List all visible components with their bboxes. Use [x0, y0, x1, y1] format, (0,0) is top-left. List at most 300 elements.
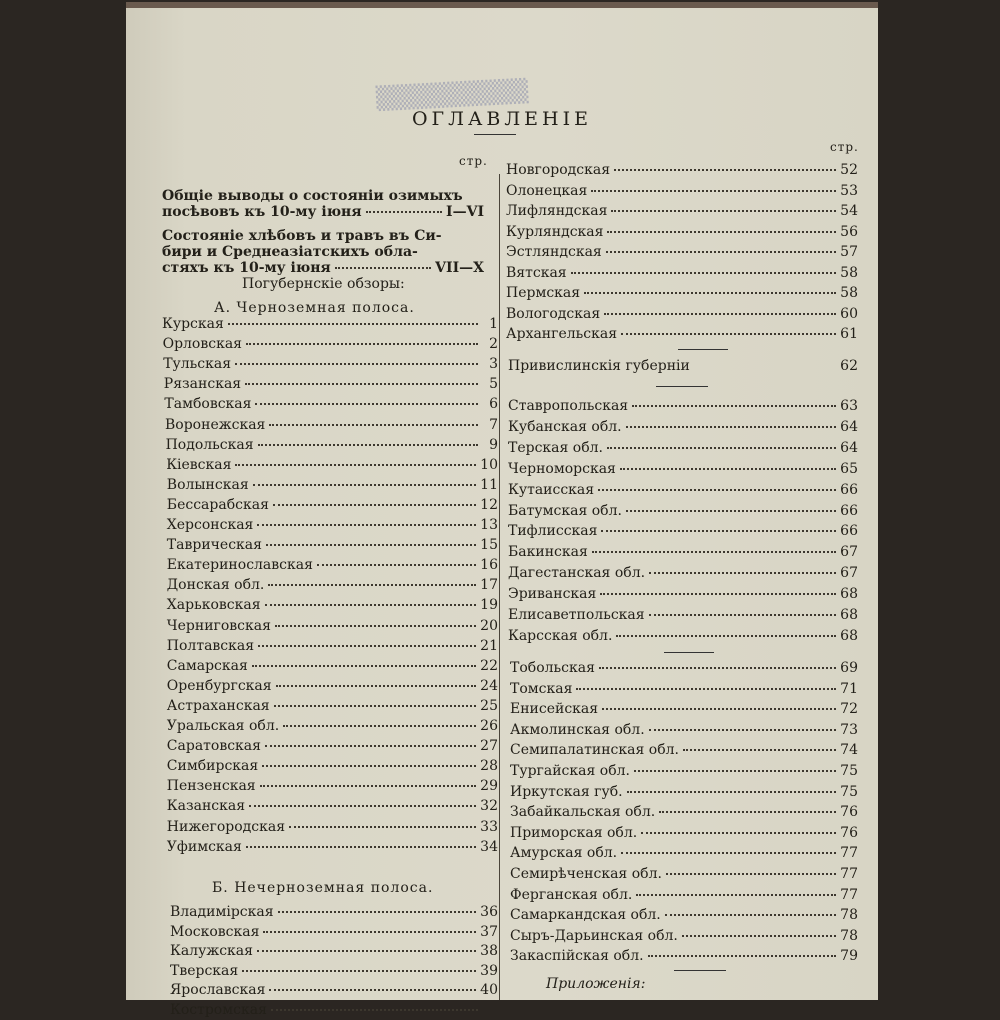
entry-page: 75 [840, 763, 858, 779]
dot-leader [252, 655, 476, 667]
entry-name: Амурская обл. [510, 845, 618, 862]
toc-entry [506, 283, 858, 303]
entry-name: Калужская [170, 943, 253, 960]
toc-entry [167, 796, 498, 816]
dot-leader [265, 735, 476, 747]
entry-page: 77 [840, 886, 858, 903]
toc-entry [508, 459, 858, 479]
dot-leader [611, 200, 836, 212]
dot-leader [659, 801, 836, 813]
dot-leader [269, 414, 478, 426]
toc-entry [506, 201, 858, 221]
dot-leader [245, 373, 478, 385]
entry-page: 74 [840, 742, 858, 759]
entry-page: 22 [480, 657, 498, 674]
entry-name: Курляндская [506, 223, 604, 240]
entry-page: 73 [840, 721, 858, 738]
entry-name: Иркутская губ. [510, 783, 623, 800]
entry-page: 21 [480, 637, 498, 654]
entry-name: Харьковская [166, 597, 261, 614]
dot-leader [602, 698, 836, 710]
dot-leader [276, 675, 477, 687]
entry-page: 69 [840, 660, 858, 676]
section-heading: Погубернскіе обзоры: [242, 276, 405, 292]
entry-page: 20 [480, 617, 498, 634]
summary-entry-line [162, 244, 484, 260]
dot-leader [235, 353, 478, 365]
summary-page: VII—X [435, 260, 484, 276]
dot-leader [626, 416, 837, 428]
summary-text: бири и Среднеазіатскихъ обла- [162, 244, 418, 260]
entry-page: 76 [840, 824, 858, 841]
dot-leader [607, 221, 836, 233]
entry-page: 7 [489, 416, 498, 433]
entry-page: 19 [480, 597, 498, 614]
dot-leader [584, 282, 836, 294]
leader-space [694, 357, 836, 367]
entry-name: Терская обл. [508, 439, 604, 456]
entry-page: 67 [840, 544, 858, 561]
entry-name: Саратовская [166, 738, 261, 755]
entry-page: 15 [480, 537, 498, 554]
entry-name: Лифляндская [506, 203, 608, 219]
toc-entry [506, 304, 858, 324]
summary-text: Состояніе хлѣбовъ и травъ въ Си- [162, 228, 442, 244]
separator [656, 386, 708, 387]
toc-entry [510, 802, 858, 822]
entry-name: Кутаисская [508, 481, 595, 498]
entry-name: Курская [162, 316, 224, 332]
entry-page: 5 [489, 376, 498, 393]
toc-entry [510, 658, 858, 678]
entry-page: 57 [840, 244, 858, 260]
entry-name: Тобольская [510, 660, 595, 676]
section-b-heading: Б. Нечерноземная полоса. [212, 880, 434, 896]
toc-entry [508, 584, 858, 604]
entry-name: Подольская [165, 436, 254, 453]
dot-leader [626, 500, 836, 512]
entry-name: Рязанская [163, 376, 242, 393]
title-underline [474, 134, 516, 135]
entry-name: Ярославская [170, 982, 266, 999]
dot-leader [648, 945, 837, 957]
entry-name: Казанская [166, 798, 246, 815]
entry-name: Тургайская обл. [510, 763, 630, 779]
dot-leader [591, 180, 836, 192]
dot-leader [649, 719, 837, 731]
toc-entry [167, 696, 498, 716]
entry-page: 63 [840, 398, 858, 414]
entry-name: Астраханская [166, 697, 270, 714]
entry-name: Херсонская [166, 517, 254, 533]
toc-entry [506, 324, 858, 344]
entry-name: Уфимская [166, 838, 242, 855]
entry-name: Елисаветпольская [508, 607, 645, 623]
toc-entry [508, 542, 858, 562]
entry-name: Воронежская [165, 416, 266, 433]
entry-name: Забайкальская обл. [510, 804, 656, 821]
toc-entry [510, 946, 858, 966]
toc-entry [167, 776, 498, 796]
entry-page: 29 [480, 778, 498, 795]
toc-entry [508, 501, 858, 521]
toc-entry [167, 535, 498, 555]
toc-entry [506, 160, 858, 180]
vistula-page: 62 [840, 358, 858, 374]
entry-page: 1 [489, 316, 498, 332]
entry-page: 3 [489, 356, 498, 373]
entry-name: Ферганская обл. [510, 886, 633, 903]
summary-page: I—VI [446, 204, 484, 220]
dot-leader [278, 901, 477, 913]
entry-name: Пермская [506, 285, 581, 301]
dot-leader [263, 921, 476, 933]
dot-leader [246, 836, 476, 848]
toc-entry [167, 616, 498, 636]
summary-text: посѣвовъ къ 10-му іюня [162, 204, 362, 220]
dot-leader [614, 159, 836, 171]
entry-page: 76 [840, 804, 858, 821]
dot-leader [682, 925, 836, 937]
entry-page: 67 [840, 565, 858, 582]
entry-name: Московская [170, 923, 260, 940]
entry-page: 56 [840, 223, 858, 240]
dot-leader [616, 625, 836, 637]
entry-page: 77 [840, 866, 858, 882]
toc-entry [170, 961, 498, 981]
entry-name: Орловская [162, 336, 243, 353]
dot-leader [665, 904, 836, 916]
entry-page: 25 [480, 697, 498, 714]
toc-entry [170, 1000, 498, 1020]
entry-name: Батумская обл. [508, 502, 622, 519]
dot-leader [260, 775, 477, 787]
dot-leader [601, 520, 836, 532]
toc-entry [164, 374, 498, 394]
dot-leader [636, 884, 836, 896]
entry-name: Архангельская [506, 326, 618, 342]
entry-name: Тверская [170, 962, 239, 979]
entry-page: 61 [840, 326, 858, 342]
entry-name: Олонецкая [506, 182, 588, 199]
toc-entry [170, 941, 498, 961]
page-title: ОГЛАВЛЕНІЕ [411, 108, 593, 130]
entry-name: Тульская [163, 356, 232, 373]
dot-leader [275, 615, 476, 627]
entry-page: 64 [840, 439, 858, 456]
dot-leader [632, 395, 836, 407]
entry-page: 68 [840, 586, 858, 603]
toc-entry [163, 354, 498, 374]
toc-entry [510, 679, 858, 699]
entry-page: 40 [480, 982, 498, 999]
summary-text: Общіе выводы о состояніи озимыхъ [162, 188, 463, 204]
entry-page: 27 [480, 738, 498, 755]
entry-name: Семирѣченская обл. [510, 866, 662, 882]
toc-entry [506, 222, 858, 242]
toc-entry [510, 926, 858, 946]
entry-page: 2 [489, 336, 498, 353]
dot-leader [317, 554, 476, 566]
toc-entry [167, 636, 498, 656]
dot-leader [592, 541, 836, 553]
dot-leader [598, 479, 836, 491]
dot-leader [607, 437, 836, 449]
dot-leader [269, 979, 476, 991]
entry-page: 72 [840, 701, 858, 718]
toc-entry [165, 415, 498, 435]
entry-page: 6 [489, 396, 498, 413]
toc-entry [167, 756, 498, 776]
toc-entry [508, 417, 858, 437]
toc-entry [508, 626, 858, 646]
entry-name: Томская [510, 680, 573, 697]
entry-page: 65 [840, 460, 858, 477]
entry-name: Сыръ-Дарьинская обл. [510, 927, 678, 944]
toc-entry [510, 782, 858, 802]
entry-page: 12 [480, 496, 498, 513]
entry-name: Вологодская [506, 305, 601, 322]
toc-entry [164, 394, 498, 414]
book-page [126, 2, 878, 1018]
toc-entry [167, 495, 498, 515]
entry-page: 38 [480, 943, 498, 960]
dot-leader [283, 715, 476, 727]
toc-entry [167, 515, 498, 535]
dot-leader [604, 303, 836, 315]
page-top-edge [126, 2, 878, 8]
dot-leader [641, 822, 836, 834]
entry-page: 36 [480, 904, 498, 920]
entry-name: Бакинская [508, 544, 588, 561]
entry-name: Симбирская [166, 758, 259, 775]
entry-page: 78 [840, 907, 858, 924]
entry-name: Полтавская [166, 637, 255, 654]
entry-page: 64 [840, 418, 858, 435]
dot-leader [683, 739, 836, 751]
entry-name: Самарская [166, 657, 248, 674]
summary-entry-last-line [162, 204, 484, 220]
toc-entry [167, 716, 498, 736]
dot-leader [255, 393, 478, 405]
entry-name: Новгородская [506, 162, 611, 178]
vistula-name: Привислинскія губерніи [508, 358, 690, 374]
toc-entry [167, 656, 498, 676]
dot-leader [620, 458, 836, 470]
toc-entry [510, 761, 858, 781]
entry-name: Ставропольская [508, 398, 629, 414]
toc-entry [510, 843, 858, 863]
dot-leader [335, 257, 431, 269]
entry-page: 10 [480, 456, 498, 473]
vistula-row [508, 356, 858, 376]
entry-page: 24 [480, 677, 498, 694]
entry-page: 11 [480, 476, 498, 493]
toc-entry [508, 438, 858, 458]
entry-page: 77 [840, 845, 858, 862]
entry-name: Закаспійская обл. [510, 948, 644, 965]
entry-page: 58 [840, 264, 858, 281]
separator [678, 349, 728, 350]
entry-page: 37 [480, 923, 498, 940]
dot-leader [634, 760, 836, 772]
right-page-header: стр. [830, 140, 859, 154]
entry-name: Костромская [170, 1002, 267, 1018]
toc-entry [167, 837, 498, 857]
entry-page: 13 [480, 517, 498, 533]
entry-page: 33 [480, 818, 498, 835]
entry-page: 9 [489, 436, 498, 453]
entry-page: 17 [480, 577, 498, 594]
entry-name: Екатеринославская [166, 557, 313, 574]
dot-leader [600, 583, 836, 595]
entry-page: 75 [840, 783, 858, 800]
column-divider [499, 174, 500, 1000]
toc-entry [167, 676, 498, 696]
summary-text: стяхъ къ 10-му іюня [162, 260, 331, 276]
entry-name: Пензенская [166, 778, 256, 795]
left-page-header: стр. [459, 154, 488, 168]
toc-entry [170, 902, 498, 922]
entry-name: Енисейская [510, 701, 599, 718]
toc-entry [506, 263, 858, 283]
entry-name: Донская обл. [166, 577, 265, 594]
toc-entry [508, 396, 858, 416]
toc-entry [508, 480, 858, 500]
toc-entry [163, 334, 498, 354]
entry-page: 39 [480, 962, 498, 979]
toc-entry [170, 980, 498, 1000]
entry-page: 54 [840, 203, 858, 219]
entry-name: Эстляндская [506, 244, 602, 260]
entry-name: Оренбургская [166, 677, 272, 694]
toc-entry [508, 521, 858, 541]
section-a-heading: А. Черноземная полоса. [214, 300, 415, 316]
entry-name: Тамбовская [164, 396, 252, 413]
dot-leader [627, 781, 837, 793]
dot-leader [666, 863, 836, 875]
entry-name: Акмолинская обл. [510, 721, 645, 738]
dot-leader [274, 695, 477, 707]
dot-leader [649, 604, 837, 616]
toc-entry [167, 736, 498, 756]
entry-name: Приморская обл. [510, 824, 638, 841]
appendix-heading: Приложенія: [546, 976, 646, 992]
dot-leader [621, 323, 836, 335]
dot-leader [235, 454, 476, 466]
dot-leader [571, 262, 837, 274]
toc-entry [170, 922, 498, 942]
dot-leader [649, 562, 836, 574]
toc-entry [167, 575, 498, 595]
dot-leader [266, 534, 476, 546]
entry-page: 60 [840, 305, 858, 322]
bleed-through-stamp: ▒▒▒▒▒▒▒▒▒ [375, 78, 529, 112]
summary-entry-line [162, 228, 484, 244]
dot-leader [289, 816, 476, 828]
entry-name: Вятская [506, 264, 567, 281]
dot-leader [366, 201, 442, 213]
toc-entry [510, 885, 858, 905]
toc-entry [166, 455, 498, 475]
toc-entry [510, 720, 858, 740]
dot-leader [268, 574, 476, 586]
dot-leader [621, 842, 836, 854]
dot-leader [257, 940, 476, 952]
entry-page: 79 [840, 948, 858, 965]
entry-page: 28 [480, 758, 498, 775]
dot-leader [606, 241, 836, 253]
entry-name: Нижегородская [166, 818, 286, 835]
toc-entry [510, 823, 858, 843]
dot-leader [599, 657, 836, 669]
entry-page: 16 [480, 557, 498, 574]
entry-page: 68 [840, 627, 858, 644]
entry-name: Бессарабская [166, 496, 269, 513]
separator [664, 652, 714, 653]
toc-entry [508, 563, 858, 583]
toc-entry [510, 905, 858, 925]
entry-name: Владимірская [170, 904, 274, 920]
toc-entry [510, 699, 858, 719]
toc-entry [167, 555, 498, 575]
toc-entry [167, 595, 498, 615]
toc-entry [508, 605, 858, 625]
dot-leader [257, 514, 476, 526]
toc-entry [506, 242, 858, 262]
toc-entry [167, 817, 498, 837]
entry-page: 52 [840, 162, 858, 178]
dot-leader [249, 795, 476, 807]
toc-entry [162, 314, 498, 334]
entry-page: 66 [840, 523, 858, 540]
entry-name: Волынская [166, 476, 249, 493]
entry-page: 66 [840, 502, 858, 519]
toc-entry [166, 435, 498, 455]
entry-name: Самаркандская обл. [510, 907, 661, 924]
entry-page: 68 [840, 607, 858, 623]
dot-leader [228, 313, 478, 325]
dot-leader [262, 755, 476, 767]
dot-leader [258, 635, 476, 647]
toc-entry [506, 181, 858, 201]
entry-page: 53 [840, 182, 858, 199]
dot-leader [271, 999, 478, 1011]
dot-leader [242, 960, 476, 972]
dot-leader [246, 333, 478, 345]
entry-name: Кубанская обл. [508, 418, 622, 435]
entry-name: Черниговская [166, 617, 271, 634]
dot-leader [258, 434, 478, 446]
entry-page: 34 [480, 838, 498, 855]
entry-page: 66 [840, 481, 858, 498]
entry-name: Карсская обл. [508, 627, 613, 644]
toc-entry [167, 475, 498, 495]
entry-name: Дагестанская обл. [508, 565, 646, 582]
dot-leader [576, 678, 836, 690]
entry-page: 58 [840, 285, 858, 301]
entry-name: Черноморская [508, 460, 616, 477]
entry-page: 78 [840, 927, 858, 944]
separator [674, 970, 726, 971]
entry-name: Таврическая [166, 537, 262, 554]
entry-name: Тифлисская [508, 523, 598, 540]
entry-page: 26 [480, 718, 498, 734]
toc-entry [510, 740, 858, 760]
entry-name: Кіевская [166, 456, 232, 473]
entry-page: 32 [480, 798, 498, 815]
dot-leader [253, 474, 477, 486]
